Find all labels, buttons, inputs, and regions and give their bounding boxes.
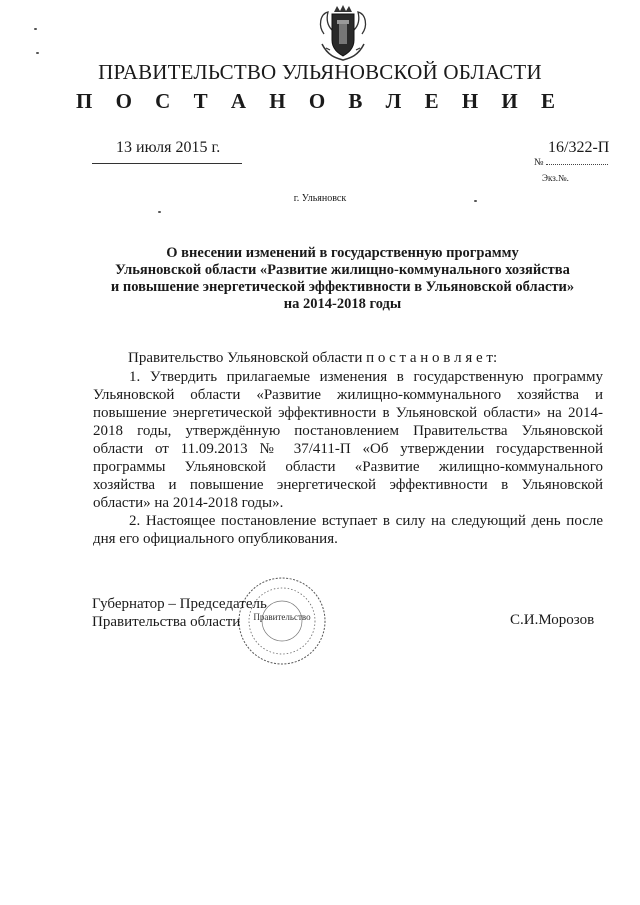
heading-line: О внесении изменений в государственную программу xyxy=(166,245,519,261)
resolution-body xyxy=(93,368,603,548)
city-label: г. Ульяновск xyxy=(293,193,347,204)
position-line: Губернатор – Председатель xyxy=(92,596,267,612)
heading-line: и повышение энергетической эффективности в Ульяновской области» xyxy=(110,279,575,295)
signatory-position xyxy=(92,595,267,631)
number-underline xyxy=(546,164,608,165)
copy-number-label: Экз.№. xyxy=(542,173,569,183)
paragraph-1: 1. Утвердить прилагаемые изменения в государственную программу Ульяновской области «Развитие жилищно-коммунального хозяйства и повышение энергетической эффективности в Ульяновской области» на 2014-2018 годы, утверждённую постановлением Правительства Ульяновской области от 11.09.2013 № 37/411-П «Об утверждении государственной программы Ульяновской области «Развитие жилищно-коммунального хозяйства и повышение энергетической эффективности в Ульяновской области» на 2014-2018 годы». xyxy=(93,369,603,511)
document-heading xyxy=(90,245,595,313)
position-line: Правительства области xyxy=(92,614,241,630)
paragraph-2: 2. Настоящее постановление вступает в силу на следующий день после дня его официального опубликования. xyxy=(93,513,603,547)
resolution-intro: Правительство Ульяновской области п о с т а н о в л я е т: xyxy=(128,350,498,366)
scan-speck xyxy=(34,28,37,30)
document-type-title: П О С Т А Н О В Л Е Н И Е xyxy=(75,89,564,113)
heading-line: на 2014-2018 годы xyxy=(283,296,402,312)
government-title: ПРАВИТЕЛЬСТВО УЛЬЯНОВСКОЙ ОБЛАСТИ xyxy=(98,60,542,84)
scan-speck xyxy=(36,52,39,54)
date-underline xyxy=(92,163,242,164)
signatory-name: С.И.Морозов xyxy=(510,612,595,628)
number-mark: № xyxy=(534,157,544,168)
document-date: 13 июля 2015 г. xyxy=(116,139,221,156)
coat-of-arms-icon xyxy=(316,4,370,62)
heading-line: Ульяновской области «Развитие жилищно-коммунального хозяйства xyxy=(115,262,570,278)
scan-speck xyxy=(474,200,477,202)
scan-speck xyxy=(158,211,161,213)
document-number: 16/322-П xyxy=(548,139,610,156)
stamp-label: Правительство xyxy=(253,612,311,622)
